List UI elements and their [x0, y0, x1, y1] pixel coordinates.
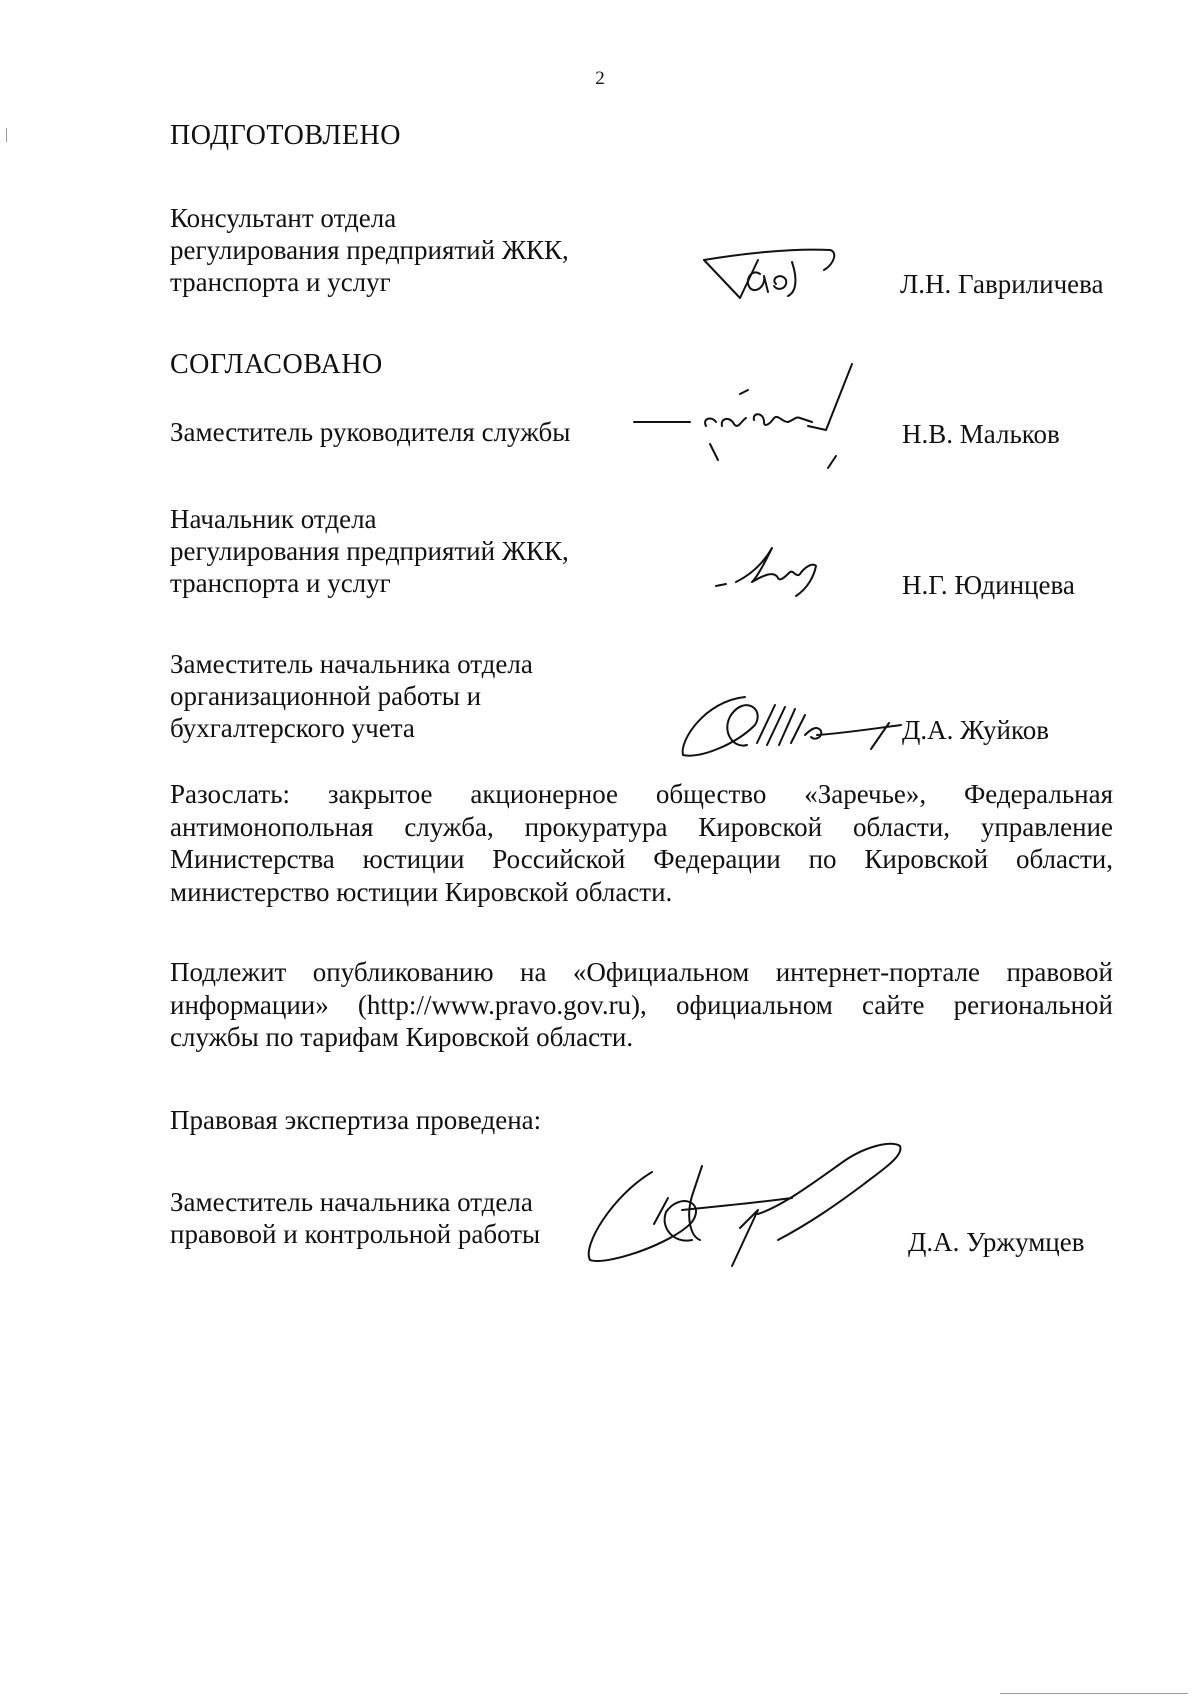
- signer-position-line: организационной работы и: [170, 681, 482, 711]
- legal-review-position-line: правовой и контрольной работы: [170, 1219, 541, 1249]
- yudintseva-signature: [712, 542, 842, 602]
- signer-position-line: Заместитель руководителя службы: [170, 417, 571, 447]
- prepared-position-line: Консультант отдела: [170, 203, 397, 233]
- legal-review-label: Правовая экспертиза проведена:: [170, 1105, 542, 1135]
- signer-position-line: бухгалтерского учета: [170, 713, 415, 743]
- signer-position-line: Начальник отдела: [170, 504, 377, 534]
- page-number: 2: [595, 68, 605, 89]
- signer-position-line: регулирования предприятий ЖКК,: [170, 536, 569, 566]
- malkov-signature: [630, 360, 930, 480]
- legal-review-position-line: Заместитель начальника отдела: [170, 1187, 533, 1217]
- urzhumtsev-signature: [582, 1136, 912, 1276]
- signer-name: Н.Г. Юдинцева: [902, 570, 1075, 600]
- signer-position-line: Заместитель начальника отдела: [170, 649, 533, 679]
- agreed-heading: СОГЛАСОВАНО: [170, 349, 383, 380]
- scan-edge-mark: [1000, 1693, 1188, 1694]
- signer-position-line: транспорта и услуг: [170, 568, 391, 598]
- prepared-name: Л.Н. Гавриличева: [900, 269, 1104, 299]
- signer-name: Н.В. Мальков: [902, 419, 1060, 449]
- scan-edge-mark: [6, 128, 7, 142]
- legal-review-name: Д.А. Уржумцев: [908, 1227, 1085, 1257]
- distribution-paragraph: Разослать: закрытое акционерное общество «Заречье», Федеральная антимонопольная служба, прокуратура Кировской области, управление Министерства юстиции Российской Федерации по Кировской области, министерство юстиции Кировской области.: [170, 779, 1113, 907]
- zhuikov-signature: [675, 685, 915, 765]
- publication-paragraph: Подлежит опубликованию на «Официальном интернет-портале правовой информации» (http://www.pravo.gov.ru), официальном сайте региональной службы по тарифам Кировской области.: [170, 957, 1113, 1052]
- prepared-heading: ПОДГОТОВЛЕНО: [170, 120, 401, 151]
- prepared-position-line: регулирования предприятий ЖКК,: [170, 235, 569, 265]
- prepared-signature: [700, 240, 840, 310]
- signer-name: Д.А. Жуйков: [902, 715, 1049, 745]
- prepared-position-line: транспорта и услуг: [170, 267, 391, 297]
